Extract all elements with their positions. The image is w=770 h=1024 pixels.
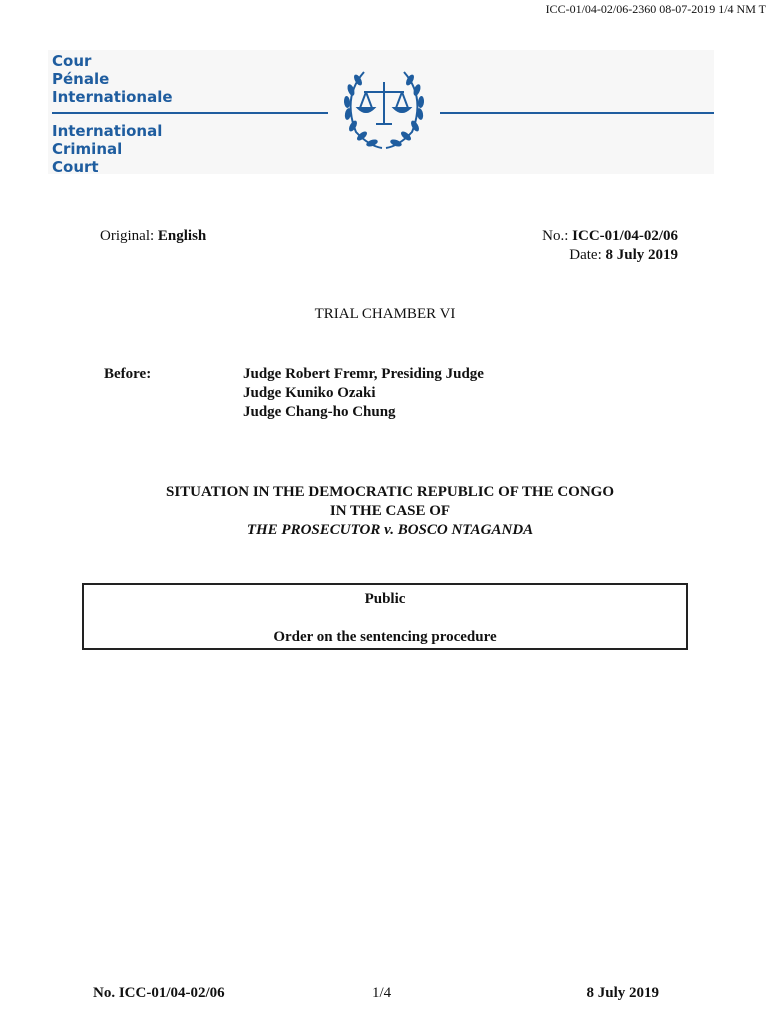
court-name-line: Cour: [52, 52, 92, 70]
scales-of-justice-laurel-icon: [334, 62, 434, 152]
document-title-box: [82, 583, 688, 650]
original-label: Original:: [100, 228, 155, 244]
case-title: [0, 521, 770, 540]
situation-line: SITUATION IN THE DEMOCRATIC REPUBLIC OF THE CONGO: [166, 484, 614, 500]
judge-name: Judge Kuniko Ozaki: [243, 385, 376, 401]
judge-name: Judge Chang-ho Chung: [243, 404, 396, 420]
case-title-v: v: [384, 522, 391, 538]
court-name-line: Court: [52, 158, 99, 176]
court-name-line: Internationale: [52, 88, 173, 106]
judges-list: [243, 365, 484, 422]
original-value: English: [157, 228, 207, 244]
court-name-line: International: [52, 122, 163, 140]
case-date-label: Date:: [569, 247, 602, 263]
logo-divider-left: [52, 112, 328, 114]
footer-case-number: No. ICC-01/04-02/06: [93, 985, 225, 1001]
situation-line: IN THE CASE OF: [329, 503, 451, 519]
case-number-label: No.:: [542, 228, 569, 244]
case-date: [542, 246, 678, 265]
case-number-value: ICC-01/04-02/06: [572, 228, 678, 244]
footer-page-number: 1/4: [372, 985, 392, 1001]
court-name-line: Criminal: [52, 140, 123, 158]
chamber-title: TRIAL CHAMBER VI: [314, 306, 456, 322]
original-language: [100, 227, 206, 246]
court-name-french: [52, 52, 173, 106]
document-stamp: ICC-01/04-02/06-2360 08-07-2019 1/4 NM T: [545, 2, 766, 16]
before-label: Before:: [104, 366, 152, 382]
document-title: Order on the sentencing procedure: [273, 629, 497, 645]
case-date-value: 8 July 2019: [605, 247, 678, 263]
footer-date: 8 July 2019: [586, 985, 659, 1001]
court-name-line: Pénale: [52, 70, 110, 88]
judge-name: Judge Robert Fremr, Presiding Judge: [243, 366, 484, 382]
classification: Public: [364, 591, 406, 607]
case-number: [542, 227, 678, 246]
case-title-suffix: . BOSCO NTAGANDA: [390, 522, 534, 538]
case-info: [542, 227, 678, 265]
logo-divider-right: [440, 112, 714, 114]
case-title-prefix: THE PROSECUTOR: [246, 522, 381, 538]
court-name-english: [52, 122, 162, 176]
situation-heading: [0, 483, 770, 540]
